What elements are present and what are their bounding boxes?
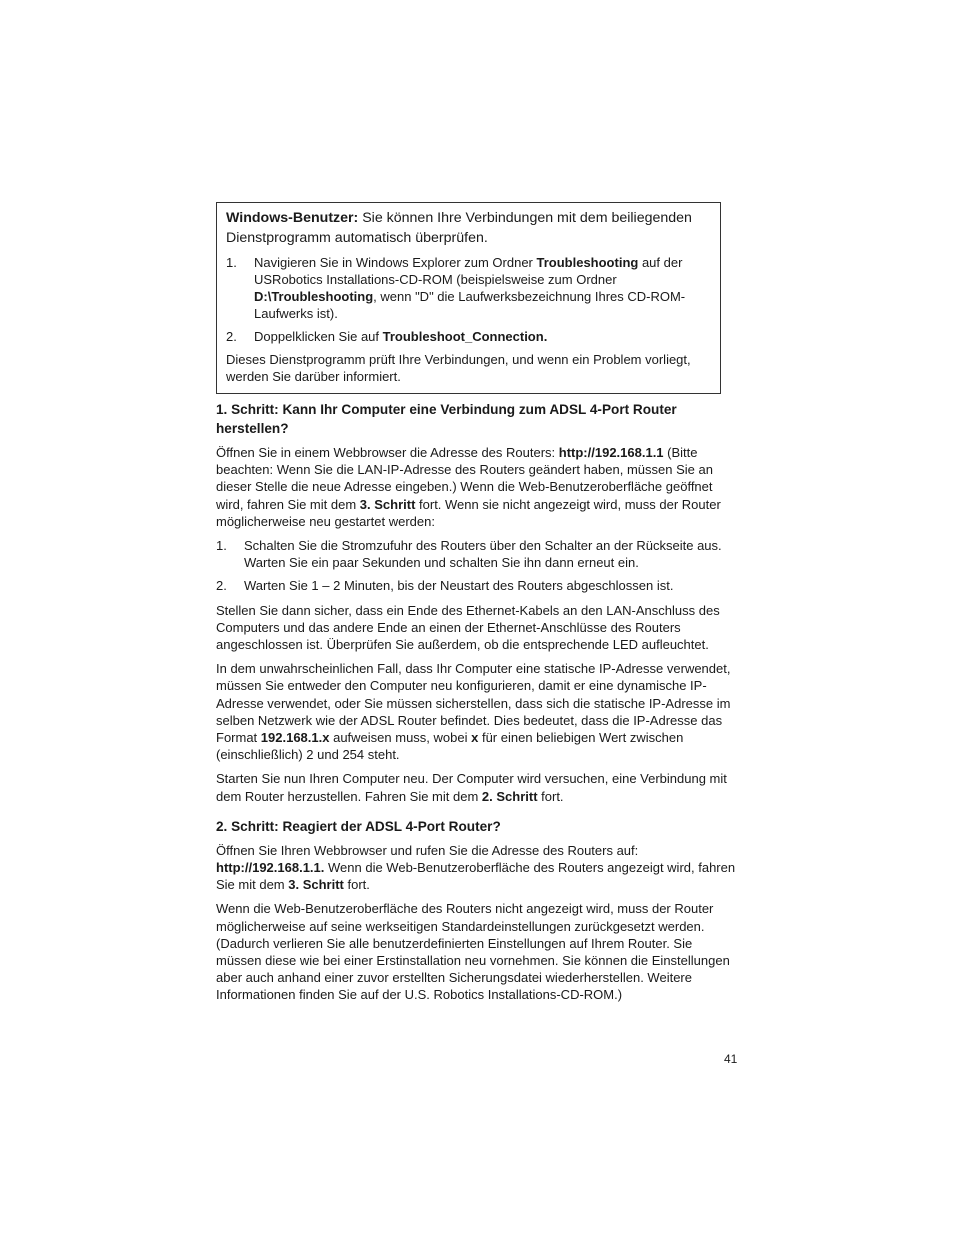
router-url: http://192.168.1.1 <box>558 445 664 460</box>
text-run: fort. <box>537 788 564 804</box>
note-footer: Dieses Dienstprogramm prüft Ihre Verbindungen, und wenn ein Problem vorliegt, werden Sie darüber informiert. <box>226 352 691 384</box>
router-url: http://192.168.1.1. <box>216 860 325 876</box>
section1-paragraph-4 <box>216 770 740 804</box>
text-run: Öffnen Sie Ihren Webbrowser und rufen Sie die Adresse des Routers auf: <box>216 842 639 858</box>
step-text: Warten Sie 1 – 2 Minuten, bis der Neustart des Routers abgeschlossen ist. <box>244 578 674 594</box>
text-run: In dem unwahrscheinlichen Fall, dass Ihr Computer eine statische IP-Adresse verwendet, müssen Sie entweder den Computer neu konfigurieren, damit er eine dynamische IP-Adresse verwendet, oder Sie müssen sicherstellen, dass sich die statische IP-Adresse im selben Netzwerk wie der ADSL Router befindet. Dies bedeutet, dass die IP-Adresse das Format <box>216 661 731 746</box>
note-intro-label: Windows-Benutzer: <box>226 210 359 226</box>
text-run: aufweisen muss, wobei <box>329 730 472 746</box>
note-step-bold-file: Troubleshoot_Connection. <box>382 329 548 344</box>
section1-step-1 <box>216 537 740 571</box>
ip-variable: x <box>471 730 479 746</box>
section1-steps-list <box>216 537 740 595</box>
text-run: für einen beliebigen Wert zwischen (einschließlich) 2 und 254 steht. <box>216 730 684 763</box>
text-run: (Bitte beachten: Wenn Sie die LAN-IP-Adresse des Routers geändert haben, müssen Sie an dieser Stelle die neue Adresse eingeben.) Wenn die Web-Benutzeroberfläche geöffnet wird, fahren Sie mit dem <box>216 445 713 512</box>
note-step-number: 1. <box>226 255 237 270</box>
step-reference: 2. Schritt <box>481 788 538 804</box>
step-text: Schalten Sie die Stromzufuhr des Routers über den Schalter an der Rückseite aus. Warten Sie ein paar Sekunden und schalten Sie ihn dann erneut ein. <box>244 538 722 571</box>
step-number: 2. <box>216 578 227 594</box>
ip-format: 192.168.1.x <box>260 730 330 746</box>
section1-paragraph-2: Stellen Sie dann sicher, dass ein Ende des Ethernet-Kabels an den LAN-Anschluss des Computers und das andere Ende an einen der Ethernet-Anschlüsse des Routers angeschlossen ist. Überprüfen Sie außerdem, ob die entsprechende LED aufleuchtet. <box>216 602 720 653</box>
section1-step-2 <box>216 577 740 594</box>
text-run: fort. Wenn sie nicht angezeigt wird, muss der Router möglicherweise neu gestartet werden: <box>216 496 721 529</box>
note-step-text: , wenn "D" die Laufwerksbezeichnung Ihres CD-ROM-Laufwerks ist). <box>254 289 686 321</box>
note-step-text: Doppelklicken Sie auf <box>254 329 383 344</box>
note-step-bold-folder: Troubleshooting <box>536 255 639 270</box>
text-run: Starten Sie nun Ihren Computer neu. Der Computer wird versuchen, eine Verbindung mit dem Router herzustellen. Fahren Sie mit dem <box>216 771 727 804</box>
section1-heading: 1. Schritt: Kann Ihr Computer eine Verbindung zum ADSL 4-Port Router herstellen? <box>216 402 677 436</box>
note-step-2 <box>226 328 710 345</box>
note-steps-list <box>226 254 710 345</box>
note-step-text: Navigieren Sie in Windows Explorer zum Ordner <box>254 255 537 270</box>
main-content <box>216 400 740 1011</box>
page-number: 41 <box>724 1052 738 1066</box>
note-step-text: auf der USRobotics Installations-CD-ROM (beispielsweise zum Ordner <box>254 255 683 287</box>
text-run: Öffnen Sie in einem Webbrowser die Adresse des Routers: <box>216 445 559 460</box>
section2-paragraph-2: Wenn die Web-Benutzeroberfläche des Routers nicht angezeigt wird, muss der Router möglicherweise auf seine werkseitigen Standardeinstellungen zurückgesetzt werden. (Dadurch verlieren Sie alle benutzerdefinierten Einstellungen auf Ihrem Router. Sie müssen diese wie bei einer Erstinstallation neu vornehmen. Sie können die Einstellungen aber auch anhand einer zuvor erstellten Sicherungsdatei wiederherstellen. Weitere Informationen finden Sie auf der U.S. Robotics Installations-CD-ROM.) <box>216 901 730 1003</box>
note-step-number: 2. <box>226 329 237 344</box>
note-intro <box>226 209 710 248</box>
windows-user-note-box <box>216 202 721 394</box>
section2-paragraph-1 <box>216 842 740 894</box>
text-run: Wenn die Web-Benutzeroberfläche des Routers angezeigt wird, fahren Sie mit dem <box>216 860 736 893</box>
section1-paragraph-1 <box>216 444 740 530</box>
step-reference: 3. Schritt <box>359 496 416 512</box>
text-run: fort. <box>343 877 370 893</box>
note-step-bold-path: D:\Troubleshooting <box>254 289 374 304</box>
step-number: 1. <box>216 538 227 554</box>
section1-paragraph-3 <box>216 660 740 763</box>
step-reference: 3. Schritt <box>288 877 344 893</box>
section2-heading: 2. Schritt: Reagiert der ADSL 4-Port Router? <box>216 818 501 834</box>
note-intro-text: Sie können Ihre Verbindungen mit dem beiliegenden Dienstprogramm automatisch überprüfen. <box>226 210 692 246</box>
note-step-1 <box>226 254 710 322</box>
